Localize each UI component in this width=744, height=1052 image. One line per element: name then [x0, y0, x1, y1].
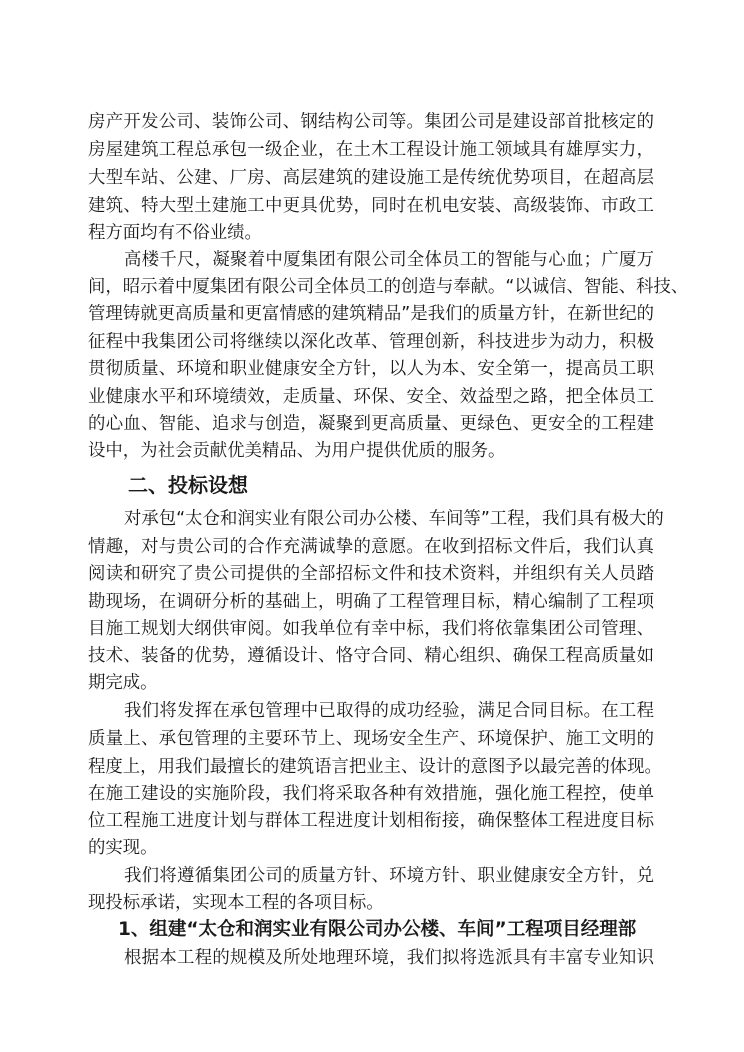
- text-line: 我们将遵循集团公司的质量方针、环境方针、职业健康安全方针，兑: [124, 866, 654, 886]
- text-line: 程方面均有不俗业绩。: [88, 223, 262, 243]
- text-line: 期完成。: [88, 673, 158, 693]
- text-line: 情趣，对与贵公司的合作充满诚挚的意愿。在收到招标文件后，我们认真: [88, 537, 654, 557]
- text-line: 我们将发挥在承包管理中已取得的成功经验，满足合同目标。在工程: [124, 701, 654, 721]
- text-line: 现投标承诺，实现本工程的各项目标。: [88, 893, 384, 913]
- text-line: 的实现。: [88, 838, 158, 858]
- text-line: 贯彻质量、环境和职业健康安全方针，以人为本、安全第一，提高员工职: [88, 359, 654, 379]
- text-line: 高楼千尺，凝聚着中厦集团有限公司全体员工的智能与心血；广厦万: [124, 250, 654, 270]
- text-line: 目施工规划大纲供审阅。如我单位有幸中标，我们将依靠集团公司管理、: [88, 619, 654, 639]
- text-line: 阅读和研究了贵公司提供的全部招标文件和技术资料，并组织有关人员踏: [88, 564, 654, 584]
- text-line: 房产开发公司、装饰公司、钢结构公司等。集团公司是建设部首批核定的: [88, 112, 654, 132]
- text-line: 房屋建筑工程总承包一级企业，在土木工程设计施工领域具有雄厚实力，: [88, 140, 654, 160]
- text-line: 在施工建设的实施阶段，我们将采取各种有效措施，强化施工程控，使单: [88, 784, 654, 804]
- text-line: 大型车站、公建、厂房、高层建筑的建设施工是传统优势项目，在超高层: [88, 168, 654, 188]
- text-line: 质量上、承包管理的主要环节上、现场安全生产、环境保护、施工文明的: [88, 729, 654, 749]
- text-line: 设中，为社会贡献优美精品、为用户提供优质的服务。: [88, 441, 506, 461]
- subsection-heading: 1、组建“太仓和润实业有限公司办公楼、车间”工程项目经理部: [118, 919, 637, 940]
- text-line: 业健康水平和环境绩效，走质量、环保、安全、效益型之路，把全体员工: [88, 387, 654, 407]
- text-line: 程度上，用我们最擅长的建筑语言把业主、设计的意图予以最完善的体现。: [88, 757, 662, 777]
- text-line: 技术、装备的优势，遵循设计、恪守合同、精心组织、确保工程高质量如: [88, 646, 654, 666]
- text-line: 根据本工程的规模及所处地理环境，我们拟将选派具有丰富专业知识: [124, 948, 654, 968]
- text-line: 对承包“太仓和润实业有限公司办公楼、车间等”工程，我们具有极大的: [124, 509, 664, 529]
- text-line: 建筑、特大型土建施工中更具优势，同时在机电安装、高级装饰、市政工: [88, 196, 654, 216]
- text-line: 管理铸就更高质量和更富情感的建筑精品”是我们的质量方针，在新世纪的: [88, 304, 654, 324]
- text-line: 征程中我集团公司将继续以深化改革、管理创新，科技进步为动力，积极: [88, 332, 654, 352]
- section-heading: 二、投标设想: [128, 473, 248, 497]
- text-line: 间，昭示着中厦集团有限公司全体员工的创造与奉献。“以诚信、智能、科技、: [88, 277, 689, 297]
- text-line: 位工程施工进度计划与群体工程进度计划相衔接，确保整体工程进度目标: [88, 811, 654, 831]
- text-line: 的心血、智能、追求与创造，凝聚到更高质量、更绿色、更安全的工程建: [88, 414, 654, 434]
- text-line: 勘现场，在调研分析的基础上，明确了工程管理目标，精心编制了工程项: [88, 592, 654, 612]
